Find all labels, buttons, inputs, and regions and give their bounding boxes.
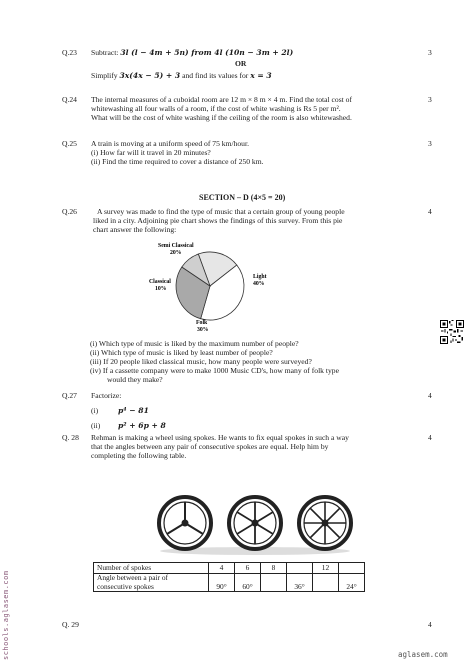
q23-number: Q.23 (62, 48, 77, 57)
q23-simplify-expr: 3x(4x − 5) + 3 (119, 71, 181, 80)
table-cell: 36° (287, 574, 313, 592)
q29-number: Q. 29 (62, 620, 79, 629)
table-cell (261, 574, 287, 592)
table-cell: 24° (339, 574, 365, 592)
q26-part-iii: (iii) If 20 people liked classical music, how many people were surveyed? (90, 356, 312, 366)
table-row (94, 563, 365, 574)
pie-slices (176, 252, 244, 320)
spokes-table (93, 562, 365, 592)
q28-line: that the angles between any pair of consecutive spokes are equal. Help him by (91, 441, 329, 451)
table-cell (339, 563, 365, 574)
pie-label-classical: Classical (149, 279, 171, 285)
qr-code (440, 320, 464, 344)
pie-label-light: Light (253, 274, 267, 280)
q26-marks: 4 (428, 207, 432, 216)
table-cell (313, 574, 339, 592)
q28-line: completing the following table. (91, 450, 187, 460)
table-cell: 4 (209, 563, 235, 574)
q25-line: (ii) Find the time required to cover a distance of 250 km. (91, 156, 264, 166)
q26-line: A survey was made to find the type of music that a certain group of young people (97, 207, 345, 216)
q23-marks: 3 (428, 48, 432, 57)
table-cell: 60° (235, 574, 261, 592)
table-cell: 90° (209, 574, 235, 592)
table-row (94, 574, 365, 592)
q25-text (91, 140, 421, 167)
q23-line1 (91, 49, 421, 58)
q23-subtract-label: Subtract: (91, 48, 119, 57)
q26-part-iv: (iv) If a cassette company were to make 1000 Music CD's, how many of folk type (90, 365, 339, 375)
wheel-8-spokes (299, 497, 351, 549)
q27-part-i-expr: p⁴ − 81 (118, 406, 149, 415)
table-cell-label (94, 574, 209, 592)
table-row2-label-1: Angle between a pair of (97, 573, 169, 582)
q28-number: Q. 28 (62, 433, 79, 442)
q24-number: Q.24 (62, 95, 77, 104)
pie-value-folk: 30% (197, 327, 209, 333)
pie-value-classical: 10% (155, 286, 167, 292)
pie-label-folk: Folk (196, 320, 208, 326)
q26-part-ii: (ii) Which type of music is liked by least number of people? (90, 347, 273, 357)
pie-value-semi-classical: 20% (170, 250, 182, 256)
wheel-6-spokes (229, 497, 281, 549)
table-cell-label: Number of spokes (94, 563, 209, 574)
q27-number: Q.27 (62, 391, 77, 400)
q28-text (91, 434, 421, 461)
wheel-3-spokes (159, 497, 211, 549)
wheels-illustration (155, 495, 355, 555)
music-pie-chart (140, 240, 280, 335)
q26-part-i: (i) Which type of music is liked by the maximum number of people? (90, 339, 299, 348)
q25-line: A train is moving at a uniform speed of 75 km/hour. (91, 139, 249, 148)
q26-line: liked in a city. Adjoining pie chart shows the findings of this survey. From this pie (93, 215, 343, 225)
table-cell: 6 (235, 563, 261, 574)
q24-line: The internal measures of a cuboidal room are 12 m × 8 m × 4 m. Find the total cost of (91, 95, 352, 104)
q28-marks: 4 (428, 433, 432, 442)
q29-marks: 4 (428, 620, 432, 629)
q26-line: chart answer the following: (93, 224, 177, 234)
q26-parts (90, 340, 420, 385)
pie-label-semi-classical: Semi Classical (158, 243, 194, 249)
table-cell: 12 (313, 563, 339, 574)
q25-number: Q.25 (62, 139, 77, 148)
q24-marks: 3 (428, 95, 432, 104)
q23-expression: 3l (l − 4m + 5n) from 4l (10n − 3m + 2l) (120, 48, 294, 57)
q26-number: Q.26 (62, 207, 77, 216)
q27-part-ii-label: (ii) (91, 421, 101, 430)
footer-url: aglasem.com (398, 650, 448, 659)
q27-part-ii-expr: p² + 6p + 8 (118, 421, 166, 430)
q23-simplify-value: x = 3 (250, 71, 272, 80)
q23-line2 (91, 72, 421, 81)
q24-line: whitewashing all four walls of a room, if the cost of white washing is Rs 5 per m². (91, 103, 341, 113)
q23-simplify-mid: and find its values for (182, 71, 249, 80)
q28-line: Rehman is making a wheel using spokes. He wants to fix equal spokes in such a way (91, 433, 349, 442)
q25-marks: 3 (428, 139, 432, 148)
table-row2-label-2: consecutive spokes (97, 581, 154, 591)
pie-value-light: 40% (253, 281, 265, 287)
q23-simplify-label: Simplify (91, 71, 118, 80)
table-cell: 8 (261, 563, 287, 574)
q26-text (93, 208, 423, 235)
section-d-heading: SECTION – D (4×5 = 20) (199, 193, 286, 202)
side-url-watermark: schools.aglasem.com (2, 570, 10, 660)
q26-part-iv-cont: would they make? (107, 374, 163, 384)
table-cell (287, 563, 313, 574)
q24-text (91, 96, 421, 123)
q27-marks: 4 (428, 391, 432, 400)
q27-title: Factorize: (91, 391, 122, 400)
q24-line: What will be the cost of white washing if the ceiling of the room is also whitewashed. (91, 112, 352, 122)
q25-line: (i) How far will it travel in 20 minutes? (91, 147, 211, 157)
q23-or: OR (235, 59, 247, 68)
q27-part-i-label: (i) (91, 406, 99, 415)
